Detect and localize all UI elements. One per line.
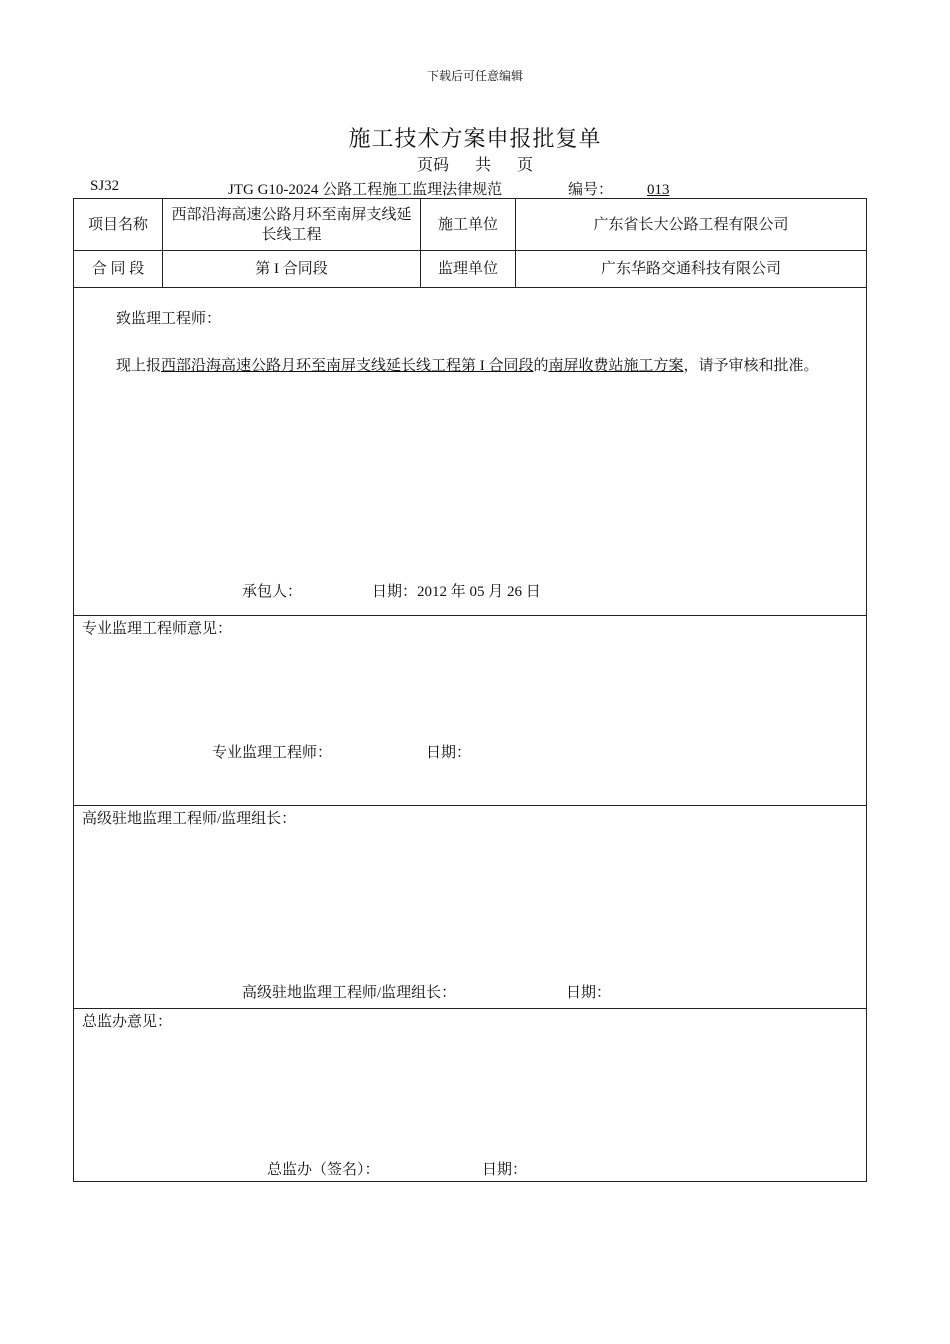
approval-form [73,198,867,1182]
form-code: SJ32 [90,178,120,194]
senior-heading: 高级驻地监理工程师/监理组长： [82,811,297,827]
supervision-unit-value: 广东华路交通科技有限公司 [600,261,781,277]
text-suffix: ，请予审核和批准。 [683,358,819,374]
top-note: 下载后可任意编辑 [426,69,523,83]
document-number [568,178,696,199]
construction-unit-value: 广东省长大公路工程有限公司 [593,216,789,233]
specialist-heading: 专业监理工程师意见： [82,621,233,637]
total-label: 共 [474,157,491,174]
submission-date: 日期：2012 年 05 月 26 日 [372,584,541,600]
senior-signer-label: 高级驻地监理工程师/监理组长： [242,985,457,1001]
page-label: 页码 [416,157,449,174]
senior-date-label: 日期： [566,985,612,1001]
contractor-label: 承包人： [242,584,303,600]
supervision-unit-label: 监理单位 [437,261,498,277]
chief-date-label: 日期： [482,1162,528,1178]
row-divider [74,287,866,288]
chief-heading: 总监办意见： [82,1014,173,1030]
specialist-date-label: 日期： [426,745,472,761]
number-value: 013 [647,182,670,198]
text-prefix: 现上报 [116,358,162,374]
number-label: 编号： [568,182,614,198]
project-reference: 西部沿海高速公路月环至南屏支线延长线工程第 I 合同段 [161,358,534,374]
row-divider [74,615,866,616]
submission-text [82,355,860,377]
project-name-value: 西部沿海高速公路月环至南屏支线延长线工程 [171,206,412,243]
contract-section-label: 合 同 段 [91,261,145,277]
page-suffix: 页 [517,157,534,174]
standard-reference: JTG G10-2024 公路工程施工监理法律规范 [228,182,503,198]
plan-reference: 南屏收费站施工方案 [548,358,684,374]
page-count-line [0,152,950,175]
page-title: 施工技术方案申报批复单 [348,126,602,151]
construction-unit-label: 施工单位 [437,216,498,233]
specialist-signer-label: 专业监理工程师： [212,745,333,761]
row-divider [74,1008,866,1009]
chief-signer-label: 总监办（签名）： [267,1162,380,1178]
contract-section-value: 第 I 合同段 [255,261,328,277]
salutation: 致监理工程师： [116,311,222,327]
row-divider [74,805,866,806]
project-name-label: 项目名称 [87,216,148,233]
text-middle: 的 [533,358,549,374]
